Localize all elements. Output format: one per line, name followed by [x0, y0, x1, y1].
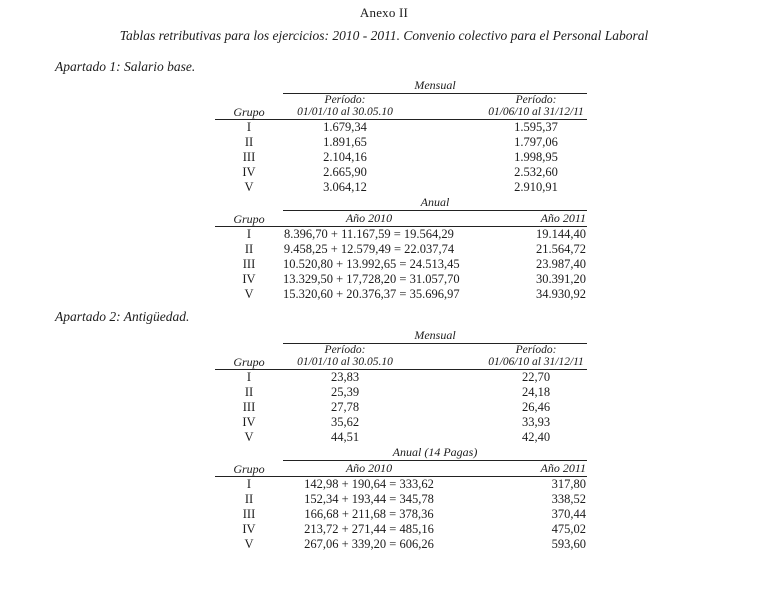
grupo-cell: IV [242, 165, 256, 179]
table-row [215, 430, 587, 445]
table-row [215, 227, 587, 243]
value-cell: 2.104,16 [323, 150, 367, 164]
grupo-cell: V [244, 430, 254, 444]
period-2-header-line1: Período: [515, 344, 557, 356]
value-cell: 1.679,34 [323, 120, 367, 134]
table-row [215, 120, 587, 136]
value-cell: 475,02 [551, 522, 586, 536]
grupo-cell: I [246, 227, 252, 241]
grupo-cell: IV [242, 272, 256, 286]
value-cell: 27,78 [330, 400, 360, 414]
value-cell: 593,60 [551, 537, 586, 551]
table-body [215, 227, 587, 303]
period-2-header-line1: Período: [515, 94, 557, 106]
value-cell: 370,44 [551, 507, 586, 521]
table-body [215, 477, 587, 553]
period-1-header-line2: 01/01/10 al 30.05.10 [297, 106, 393, 118]
period-1-header-line1: Período: [324, 94, 366, 106]
grupo-column-header: Grupo [215, 94, 283, 120]
value-cell: 166,68 + 211,68 = 378,36 [304, 507, 434, 521]
value-cell: 21.564,72 [536, 242, 587, 256]
antiguedad-mensual-table [215, 328, 587, 445]
value-cell: 1.595,37 [514, 120, 558, 134]
value-cell: 152,34 + 193,44 = 345,78 [304, 492, 434, 506]
period-2-header-line2: 01/06/10 al 31/12/11 [488, 106, 584, 118]
value-cell: 25,39 [330, 385, 360, 399]
mensual-span-header: Mensual [283, 78, 587, 94]
value-cell: 2.910,91 [514, 180, 558, 194]
table-row [215, 150, 587, 165]
anual-14-pagas-span-header: Anual (14 Pagas) [283, 445, 587, 461]
value-cell: 13.329,50 + 17,728,20 = 31.057,70 [283, 272, 460, 286]
grupo-cell: III [242, 400, 256, 414]
table-row [215, 370, 587, 386]
grupo-column-header: Grupo [215, 344, 283, 370]
value-cell: 10.520,80 + 13.992,65 = 24.513,45 [283, 257, 460, 271]
salario-base-anual-table [215, 195, 587, 302]
period-2-header-line2: 01/06/10 al 31/12/11 [488, 356, 584, 368]
value-cell: 142,98 + 190,64 = 333,62 [304, 477, 434, 491]
table-row [215, 522, 587, 537]
column-header-row [215, 211, 587, 227]
value-cell: 1.797,06 [514, 135, 558, 149]
value-cell: 317,80 [551, 477, 586, 491]
anual-span-header: Anual [283, 195, 587, 211]
column-header-row [215, 461, 587, 477]
span-header-spacer [215, 328, 283, 344]
grupo-cell: II [244, 242, 254, 256]
table-row [215, 165, 587, 180]
table-row [215, 385, 587, 400]
column-header-row [215, 94, 587, 120]
grupo-cell: IV [242, 415, 256, 429]
salario-base-mensual-table [215, 78, 587, 195]
span-header-row [215, 78, 587, 94]
grupo-cell: III [242, 150, 256, 164]
value-cell: 22,70 [521, 370, 551, 384]
value-cell: 3.064,12 [323, 180, 367, 194]
ano-2010-column-header: Año 2010 [283, 461, 455, 477]
section-1-heading: Apartado 1: Salario base. [55, 59, 196, 74]
table-row [215, 492, 587, 507]
value-cell: 2.532,60 [514, 165, 558, 179]
period-1-header-line1: Período: [324, 344, 366, 356]
grupo-cell: II [244, 492, 254, 506]
document-subtitle: Tablas retributivas para los ejercicios: 2010 - 2011. Convenio colectivo para el Personal Laboral [119, 28, 649, 43]
span-header-spacer [215, 78, 283, 94]
value-cell: 34.930,92 [536, 287, 587, 301]
table-row [215, 507, 587, 522]
span-header-spacer [215, 195, 283, 211]
ano-2010-column-header: Año 2010 [283, 211, 455, 227]
period-1-header-line2: 01/01/10 al 30.05.10 [297, 356, 393, 368]
table-row [215, 135, 587, 150]
document-title: Anexo II [359, 5, 409, 20]
value-cell: 1.891,65 [323, 135, 367, 149]
value-cell: 23,83 [330, 370, 360, 384]
antiguedad-anual-table [215, 445, 587, 552]
value-cell: 15.320,60 + 20.376,37 = 35.696,97 [283, 287, 460, 301]
value-cell: 8.396,70 + 11.167,59 = 19.564,29 [284, 227, 454, 241]
value-cell: 19.144,40 [536, 227, 587, 241]
table-row [215, 257, 587, 272]
grupo-column-header: Grupo [215, 461, 283, 477]
value-cell: 42,40 [521, 430, 551, 444]
table-body [215, 120, 587, 196]
value-cell: 267,06 + 339,20 = 606,26 [304, 537, 434, 551]
grupo-cell: IV [242, 522, 256, 536]
span-header-row [215, 195, 587, 211]
span-header-row [215, 445, 587, 461]
value-cell: 2.665,90 [323, 165, 367, 179]
value-cell: 338,52 [551, 492, 586, 506]
grupo-cell: V [244, 180, 254, 194]
ano-2011-column-header: Año 2011 [455, 211, 587, 227]
section-2-heading: Apartado 2: Antigüedad. [55, 309, 190, 324]
table-row [215, 287, 587, 302]
grupo-cell: I [246, 370, 252, 384]
grupo-cell: I [246, 120, 252, 134]
period-1-column-header [283, 344, 455, 370]
ano-2011-column-header: Año 2011 [455, 461, 587, 477]
grupo-cell: II [244, 385, 254, 399]
table-row [215, 477, 587, 493]
span-header-row [215, 328, 587, 344]
period-2-column-header [455, 94, 587, 120]
grupo-cell: V [244, 537, 254, 551]
value-cell: 9.458,25 + 12.579,49 = 22.037,74 [283, 242, 455, 256]
value-cell: 213,72 + 271,44 = 485,16 [304, 522, 434, 536]
grupo-cell: III [242, 257, 256, 271]
table-body [215, 370, 587, 446]
column-header-row [215, 344, 587, 370]
table-row [215, 180, 587, 195]
value-cell: 35,62 [330, 415, 360, 429]
grupo-column-header: Grupo [215, 211, 283, 227]
table-row [215, 272, 587, 287]
grupo-cell: V [244, 287, 254, 301]
value-cell: 23.987,40 [536, 257, 587, 271]
span-header-spacer [215, 445, 283, 461]
table-row [215, 415, 587, 430]
table-row [215, 400, 587, 415]
value-cell: 24,18 [521, 385, 551, 399]
mensual-span-header: Mensual [283, 328, 587, 344]
value-cell: 1.998,95 [514, 150, 558, 164]
period-1-column-header [283, 94, 455, 120]
value-cell: 44,51 [330, 430, 360, 444]
value-cell: 26,46 [521, 400, 551, 414]
grupo-cell: II [244, 135, 254, 149]
value-cell: 30.391,20 [536, 272, 587, 286]
table-row [215, 242, 587, 257]
grupo-cell: III [242, 507, 256, 521]
grupo-cell: I [246, 477, 252, 491]
value-cell: 33,93 [521, 415, 551, 429]
period-2-column-header [455, 344, 587, 370]
table-row [215, 537, 587, 552]
